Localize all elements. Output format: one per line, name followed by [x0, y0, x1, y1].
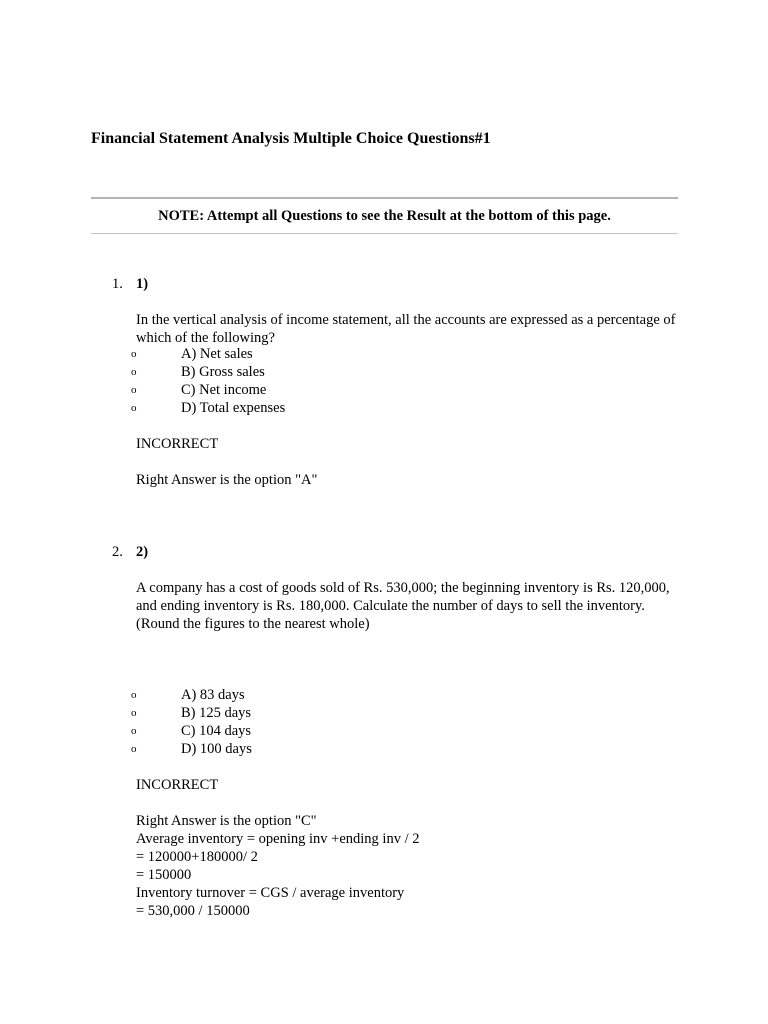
question-label: 1): [136, 276, 149, 292]
bullet-icon: o: [131, 689, 137, 701]
explanation-line: = 120000+180000/ 2: [136, 849, 258, 865]
option-label: C) Net income: [181, 382, 267, 398]
explanation-line: Inventory turnover = CGS / average inventory: [136, 885, 405, 901]
note-box: [91, 197, 678, 234]
question-label: 2): [136, 544, 149, 560]
bullet-icon: o: [131, 707, 137, 719]
explanation-line: = 150000: [136, 867, 192, 883]
page-title: Financial Statement Analysis Multiple Choice Questions#1: [91, 130, 491, 147]
bullet-icon: o: [131, 725, 137, 737]
right-answer: Right Answer is the option "C": [136, 813, 317, 829]
note-text: NOTE: Attempt all Questions to see the Result at the bottom of this page.: [158, 208, 611, 224]
question-text: In the vertical analysis of income statement, all the accounts are expressed as a percentage of which of the following?: [136, 312, 676, 346]
bullet-icon: o: [131, 348, 137, 360]
question-number: 2.: [112, 544, 123, 560]
bullet-icon: o: [131, 743, 137, 755]
result-status: INCORRECT: [136, 436, 219, 452]
right-answer: Right Answer is the option "A": [136, 472, 318, 488]
result-status: INCORRECT: [136, 777, 219, 793]
explanation-line: Average inventory = opening inv +ending inv / 2: [136, 831, 420, 847]
bullet-icon: o: [131, 366, 137, 378]
question-text: A company has a cost of goods sold of Rs. 530,000; the beginning inventory is Rs. 120,000, and ending inventory is Rs. 180,000. Calculate the number of days to sell the inventory. (Round the figures to the nearest whole): [136, 580, 670, 632]
option-label: D) Total expenses: [181, 400, 286, 416]
question-number: 1.: [112, 276, 123, 292]
option-label: B) Gross sales: [181, 364, 265, 380]
option-label: A) 83 days: [181, 687, 245, 703]
option-label: B) 125 days: [181, 705, 252, 721]
explanation-line: = 530,000 / 150000: [136, 903, 250, 919]
option-label: D) 100 days: [181, 741, 252, 757]
bullet-icon: o: [131, 402, 137, 414]
option-label: A) Net sales: [181, 346, 253, 362]
bullet-icon: o: [131, 384, 137, 396]
option-label: C) 104 days: [181, 723, 252, 739]
